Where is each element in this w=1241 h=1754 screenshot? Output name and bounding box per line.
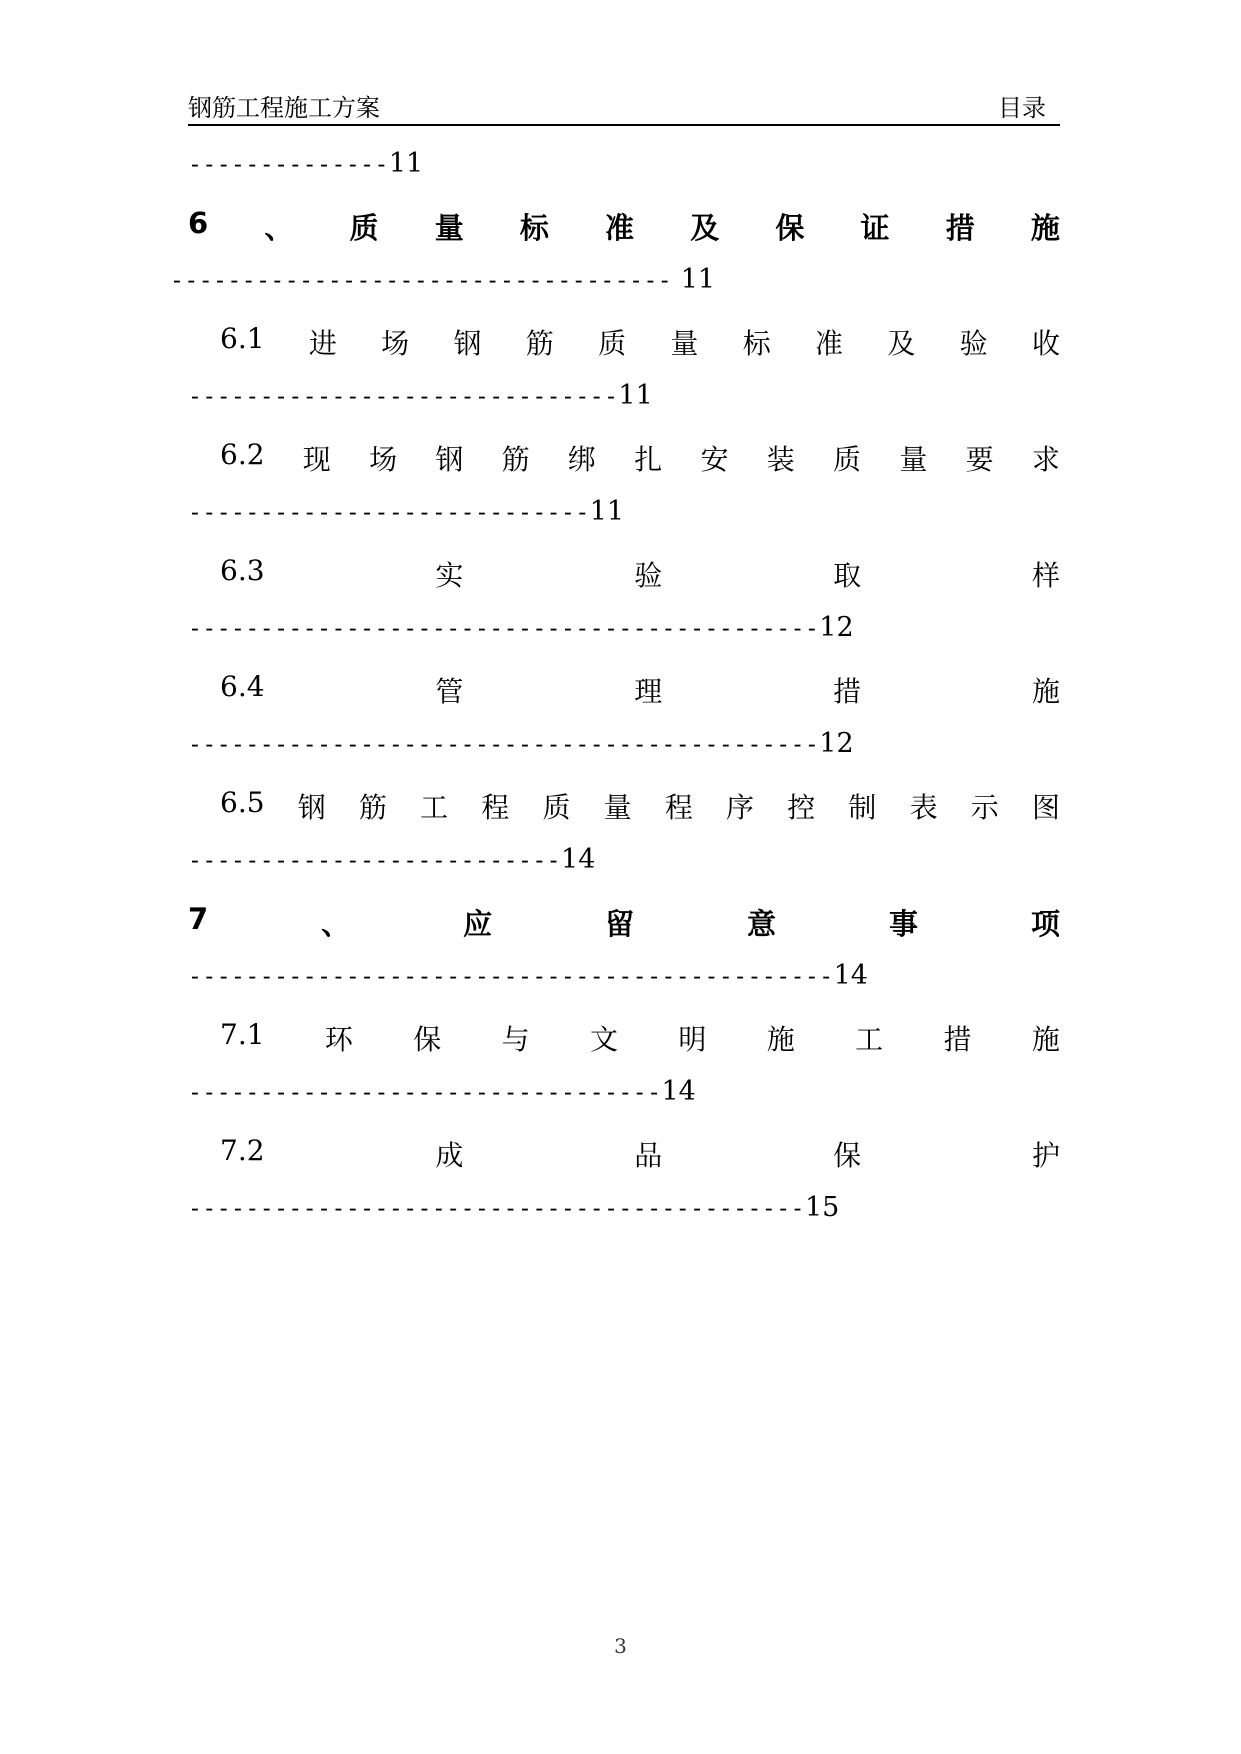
toc-entry-char: 施	[1030, 211, 1060, 245]
toc-page-number: 14	[661, 1076, 696, 1107]
toc-leader-dashes: --------------------------------------------	[188, 616, 820, 642]
toc-entry-char: 量	[603, 791, 632, 824]
toc-entry-char: 工	[855, 1023, 884, 1056]
toc-entry-char: 与	[501, 1023, 530, 1056]
toc-page-number: 11	[672, 264, 716, 295]
toc-page-number: 14	[561, 844, 596, 875]
toc-entry-number: 6	[188, 206, 209, 240]
toc-entry-char: 事	[889, 907, 919, 941]
toc-entry-leader	[188, 1192, 839, 1223]
toc-entry-char: 钢	[453, 327, 482, 360]
toc-entry-char: 现	[302, 443, 331, 476]
toc-entry-leader	[188, 728, 854, 759]
toc-entry-char: 环	[324, 1023, 353, 1056]
toc-entry-char: 筋	[358, 791, 387, 824]
toc-page-number: 11	[388, 148, 424, 179]
toc-entry-char: 进	[308, 327, 337, 360]
toc-entry-char: 质	[542, 791, 571, 824]
toc-entry-char: 文	[590, 1023, 619, 1056]
toc-entry-number: 6.5	[220, 786, 265, 819]
toc-entry-leader	[188, 960, 868, 991]
page-number: 3	[614, 1634, 627, 1658]
toc-entry-char: 实	[435, 559, 464, 592]
toc-leader-dashes: --------------------------------------------	[188, 732, 820, 758]
toc-entry-char: 表	[909, 791, 938, 824]
toc-entry-char: 质	[598, 327, 627, 360]
toc-entry-title[interactable]	[188, 206, 1060, 247]
toc-entry-number: 6.2	[220, 438, 265, 471]
toc-leader-dashes: --------------	[188, 152, 389, 178]
toc-entry-char: 质	[833, 443, 862, 476]
toc-entry-char: 绑	[567, 443, 596, 476]
toc-entry-char: 取	[833, 559, 862, 592]
toc-entry-char: 成	[435, 1139, 464, 1172]
toc-page-number: 12	[819, 612, 854, 643]
toc-entry-char: 筋	[501, 443, 530, 476]
toc-page-number: 11	[589, 496, 625, 527]
toc-entry-char: 管	[435, 675, 464, 708]
toc-entry-char: 序	[726, 791, 755, 824]
toc-entry-char: 留	[605, 907, 635, 941]
toc-page-number: 14	[833, 960, 868, 991]
toc-entry-char: 要	[965, 443, 994, 476]
toc-entry-char: 施	[766, 1023, 795, 1056]
page-header	[188, 88, 1060, 126]
toc-entry-char: 及	[690, 211, 720, 245]
toc-entry-char: 安	[700, 443, 729, 476]
toc-entry-char: 护	[1031, 1139, 1060, 1172]
toc-entry-char: 保	[833, 1139, 862, 1172]
toc-entry-char: 明	[678, 1023, 707, 1056]
toc-entry-leader	[188, 612, 854, 643]
toc-entry-char: 场	[369, 443, 398, 476]
toc-entry-char: 及	[887, 327, 916, 360]
toc-entry-char: 理	[634, 675, 663, 708]
toc-entry-title[interactable]	[220, 554, 1060, 594]
toc-entry-char: 证	[860, 211, 890, 245]
toc-entry-leader	[170, 264, 715, 295]
toc-entry-char: 程	[481, 791, 510, 824]
toc-entry-char: 程	[664, 791, 693, 824]
toc-entry-char: 样	[1031, 559, 1060, 592]
toc-entry-number: 6.4	[220, 670, 265, 703]
toc-entry-char: 量	[434, 211, 464, 245]
toc-entry-char: 保	[775, 211, 805, 245]
toc-entry-number: 7.1	[220, 1018, 265, 1051]
toc-entry-title[interactable]	[220, 438, 1060, 478]
toc-entry-leader	[188, 496, 624, 527]
toc-entry-char: 应	[463, 907, 493, 941]
toc-entry-number: 7.2	[220, 1134, 265, 1167]
toc-entry-title[interactable]	[220, 1134, 1060, 1174]
toc-entry-char: 保	[413, 1023, 442, 1056]
toc-entry-char: 标	[742, 327, 771, 360]
toc-page-number: 15	[804, 1192, 840, 1223]
toc-entry-char: 量	[670, 327, 699, 360]
toc-entry-title[interactable]	[220, 786, 1060, 826]
toc-entry-char: 装	[766, 443, 795, 476]
toc-entry-title[interactable]	[188, 902, 1060, 943]
toc-leader-dashes: --------------------------	[188, 848, 562, 874]
toc-entry-leader	[188, 844, 595, 875]
toc-entry-char: 措	[943, 1023, 972, 1056]
toc-entry-char: 收	[1031, 327, 1060, 360]
toc-entry-char: 控	[787, 791, 816, 824]
toc-leader-dashes: -------------------------------------------	[188, 1196, 805, 1222]
section-name: 目录	[998, 94, 1046, 122]
toc-entry-char: 准	[815, 327, 844, 360]
toc-entry-char: 验	[634, 559, 663, 592]
toc-entry-leader	[188, 1076, 696, 1107]
toc-leader-continuation	[188, 148, 423, 179]
toc-entry-char: 准	[605, 211, 635, 245]
toc-entry-title[interactable]	[220, 1018, 1060, 1058]
toc-entry-char: 措	[945, 211, 975, 245]
toc-entry-char: 钢	[297, 791, 326, 824]
toc-entry-char: 求	[1031, 443, 1060, 476]
toc-entry-char: 钢	[435, 443, 464, 476]
toc-page-number: 12	[819, 728, 854, 759]
toc-entry-char: 图	[1031, 791, 1060, 824]
toc-entry-number: 6.1	[220, 322, 265, 355]
document-title: 钢筋工程施工方案	[188, 94, 380, 122]
toc-entry-leader	[188, 380, 653, 411]
toc-entry-char: 制	[848, 791, 877, 824]
toc-entry-char: 施	[1031, 1023, 1060, 1056]
toc-leader-dashes: -----------------------------------	[170, 268, 673, 294]
toc-entry-char: 筋	[525, 327, 554, 360]
toc-entry-char: 意	[747, 907, 777, 941]
toc-entry-number: 7	[188, 902, 209, 936]
toc-leader-dashes: ------------------------------	[188, 384, 619, 410]
toc-entry-char: 质	[349, 211, 379, 245]
toc-entry-char: 措	[833, 675, 862, 708]
toc-entry-char: 量	[899, 443, 928, 476]
toc-entry-char: 扎	[634, 443, 663, 476]
toc-entry-char: 标	[519, 211, 549, 245]
toc-entry-title[interactable]	[220, 322, 1060, 362]
toc-entry-title[interactable]	[220, 670, 1060, 710]
toc-entry-char: 、	[264, 211, 294, 245]
toc-leader-dashes: ----------------------------	[188, 500, 590, 526]
toc-entry-char: 场	[381, 327, 410, 360]
toc-entry-char: 品	[634, 1139, 663, 1172]
toc-entry-char: 示	[970, 791, 999, 824]
toc-entry-number: 6.3	[220, 554, 265, 587]
toc-entry-char: 工	[420, 791, 449, 824]
toc-leader-dashes: ---------------------------------	[188, 1080, 662, 1106]
toc-entry-char: 验	[959, 327, 988, 360]
toc-entry-char: 项	[1030, 907, 1060, 941]
toc-entry-char: 、	[321, 907, 351, 941]
toc-leader-dashes: ---------------------------------------------	[188, 964, 834, 990]
toc-page-number: 11	[618, 380, 653, 411]
toc-entry-char: 施	[1031, 675, 1060, 708]
